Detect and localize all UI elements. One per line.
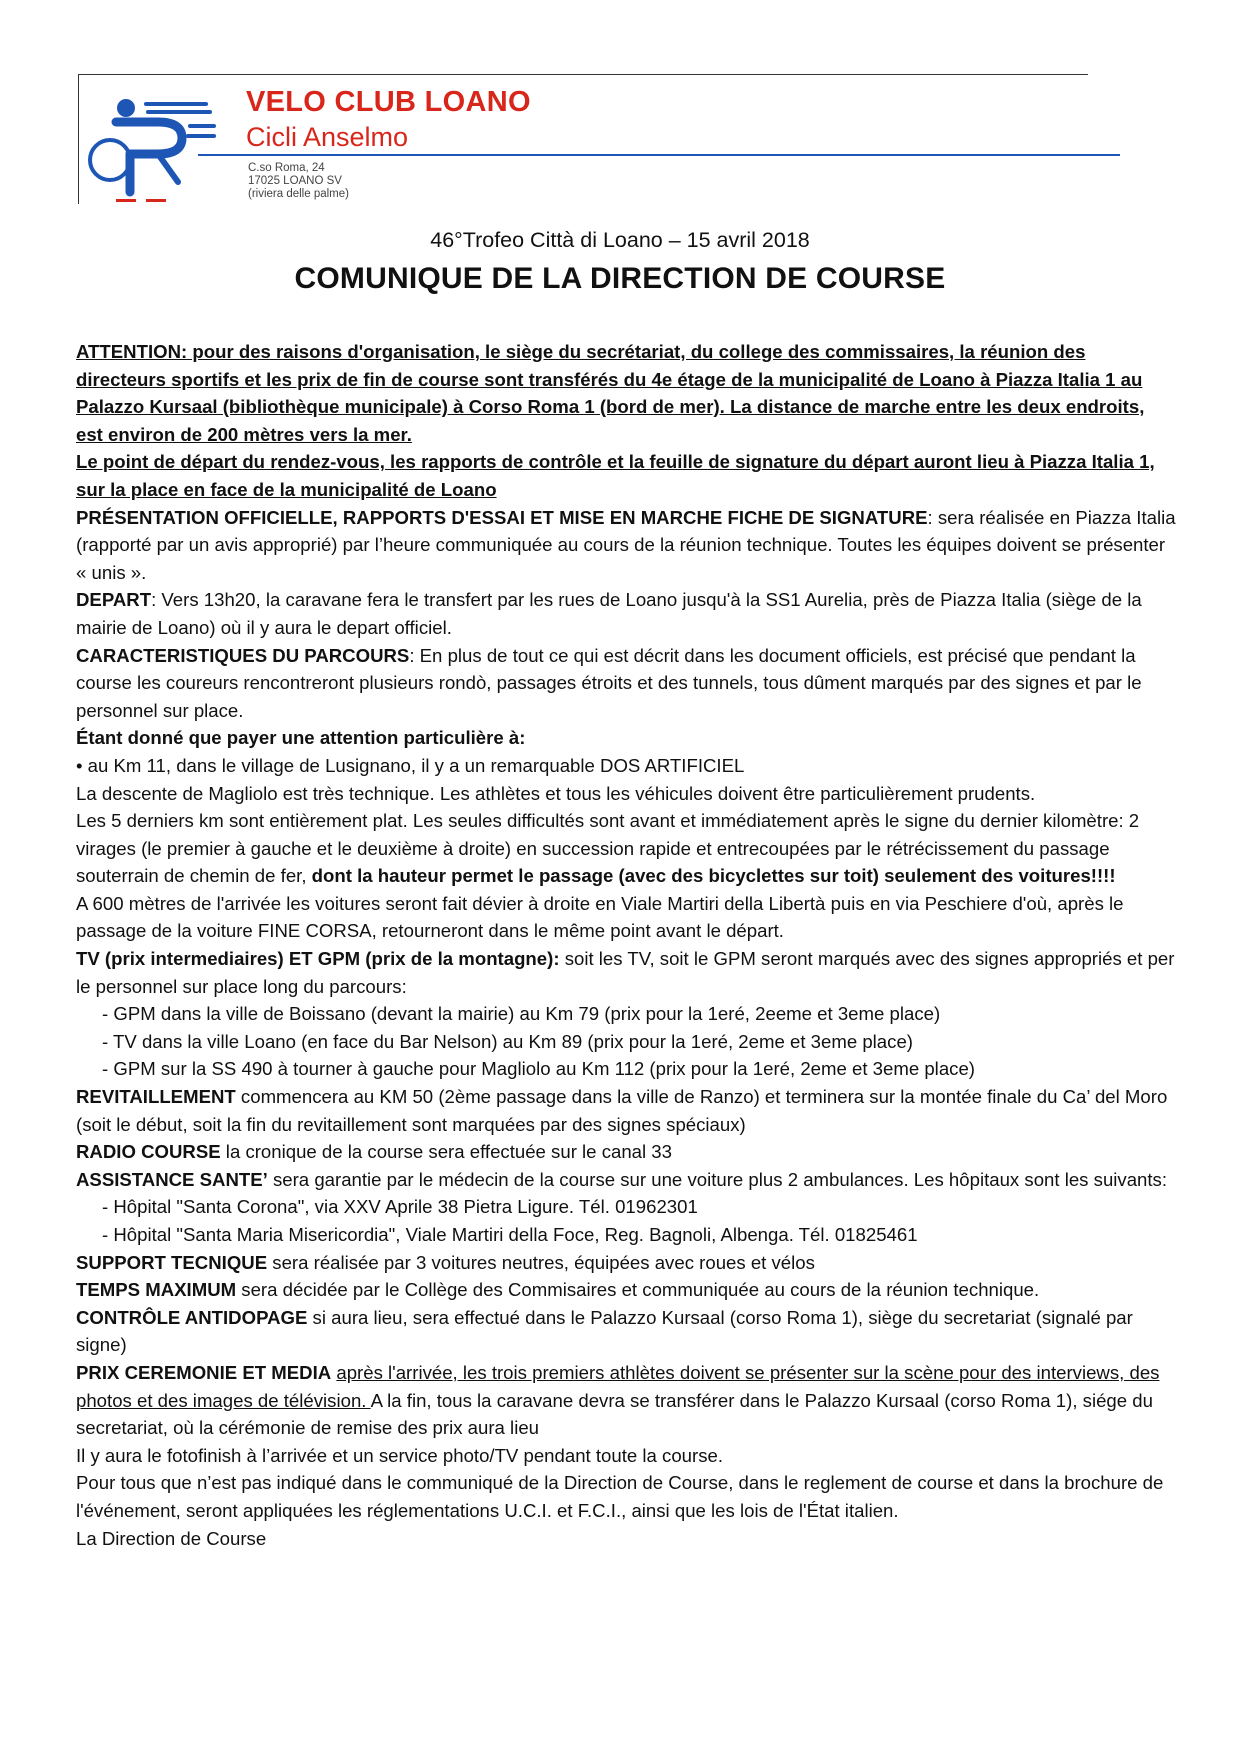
ravitaillement-paragraph	[76, 1083, 1176, 1138]
letterhead-blue-rule	[198, 154, 1120, 156]
section-text: Les 5 derniers km sont entièrement plat. Les seules difficultés sont avant et immédiatement après le signe du dernier kilomètre: 2 virages (le premier à gauche et le deuxième à droite) en succession rapide et entrecoupées par le rétrécissement du passage souterrain de chemin de fer,	[76, 810, 1140, 887]
letterhead-top-rule	[78, 74, 1088, 75]
shop-name: Cicli Anselmo	[246, 122, 409, 152]
section-text: : En plus de tout ce qui est décrit dans les document officiels, est précisé que pendant la course les coureurs rencontreront plusieurs rondò, passages étroits et des tunnels, tous dûment marqués par des signes et par le personnel sur place.	[76, 644, 1142, 721]
list-item: - TV dans la ville Loano (en face du Bar Nelson) au Km 89 (prix pour la 1eré, 2eme et 3eme place)	[102, 1030, 913, 1052]
section-heading: PRIX CEREMONIE ET MEDIA	[76, 1361, 332, 1383]
antidopage-paragraph	[76, 1304, 1176, 1359]
ceremonie-paragraph	[76, 1359, 1176, 1442]
section-heading: REVITAILLEMENT	[76, 1086, 236, 1108]
derniers-km-paragraph	[76, 807, 1176, 890]
document-title: COMUNIQUE DE LA DIRECTION DE COURSE	[294, 262, 946, 295]
underlined-text: après l'arrivée, les trois premiers athlètes doivent se présenter sur la scène pour des interviews, des photos et des images de télévision.	[76, 1361, 1160, 1411]
address-line: C.so Roma, 24	[248, 162, 325, 174]
address-line: (riviera delle palme)	[248, 188, 349, 200]
arrivee-600-paragraph: A 600 mètres de l'arrivée les voitures seront fait dévier à droite en Viale Martiri della Libertà puis en via Peschiere d'où, après le passage de la voiture FINE CORSA, retourneront dans le même point avant le départ.	[76, 892, 1124, 942]
temps-paragraph	[76, 1276, 1176, 1304]
section-text: sera garantie par le médecin de la course sur une voiture plus 2 ambulances. Les hôpitaux sont les suivants:	[267, 1168, 1168, 1190]
assistance-paragraph	[76, 1166, 1176, 1194]
signature: La Direction de Course	[76, 1527, 267, 1549]
tv-gpm-paragraph	[76, 945, 1176, 1000]
section-text: commencera au KM 50 (2ème passage dans la ville de Ranzo) et terminera sur la montée finale du Ca’ del Moro (soit le début, soit la fin du revitaillement sont marquées par des signes spéciaux)	[76, 1086, 1168, 1135]
section-heading: ASSISTANCE SANTE’	[76, 1168, 268, 1190]
section-text: : sera réalisée en Piazza Italia (rapporté par un avis approprié) par l’heure communiquée au cours de la réunion technique. Toutes les équipes doivent se présenter « unis ».	[76, 506, 1176, 583]
cyclist-logo-icon	[86, 82, 218, 204]
attention-paragraph: ATTENTION: pour des raisons d'organisation, le siège du secrétariat, du college des commissaires, la réunion des directeurs sportifs et les prix de fin de course sont transférés du 4e étage de la municipalité de Loano à Piazza Italia 1 au Palazzo Kursaal (bibliothèque municipale) à Corso Roma 1 (bord de mer). La distance de marche entre les deux endroits, est environ de 200 mètres vers la mer.	[76, 341, 1145, 445]
section-text: soit les TV, soit le GPM seront marqués avec des signes appropriés et per le personnel sur place long du parcours:	[76, 948, 1175, 997]
reglement-paragraph: Pour tous que n’est pas indiqué dans le communiqué de la Direction de Course, dans le reglement de course et dans la brochure de l'événement, seront appliquées les réglementations U.C.I. et F.C.I., ainsi que les lois de l'État italien.	[76, 1472, 1164, 1521]
list-item: - GPM sur la SS 490 à tourner à gauche pour Magliolo au Km 112 (prix pour la 1eré, 2eme et 3eme place)	[102, 1058, 975, 1080]
meeting-point-paragraph: Le point de départ du rendez-vous, les rapports de contrôle et la feuille de signature du départ auront lieu à Piazza Italia 1, sur la place en face de la municipalité de Loano	[76, 451, 1155, 500]
club-name: VELO CLUB LOANO	[246, 86, 531, 118]
document-body	[76, 338, 1176, 1552]
section-text: sera décidée par le Collège des Commisaires et communiquée au cours de la réunion technique.	[236, 1279, 1040, 1301]
section-text: A la fin, tous la caravane devra se transférer dans le Palazzo Kursaal (corso Roma 1), siége du secretariat, où la cérémonie de remise des prix aura lieu	[76, 1389, 1153, 1439]
presentation-paragraph	[76, 504, 1176, 587]
section-heading: TV (prix intermediaires) ET GPM (prix de la montagne):	[76, 948, 560, 970]
section-heading: SUPPORT TECNIQUE	[76, 1251, 268, 1273]
attention-particuliere: Étant donné que payer une attention particulière à:	[76, 727, 526, 749]
list-item: - Hôpital "Santa Corona", via XXV Aprile 38 Pietra Ligure. Tél. 01962301	[102, 1196, 698, 1218]
section-heading: RADIO COURSE	[76, 1141, 221, 1163]
section-text: sera réalisée par 3 voitures neutres, équipées avec roues et vélos	[267, 1251, 815, 1273]
descente-paragraph: La descente de Magliolo est très technique. Les athlètes et tous les véhicules doivent être particulièrement prudents.	[76, 782, 1036, 804]
section-text: : Vers 13h20, la caravane fera le transfert par les rues de Loano jusqu'à la SS1 Aurelia, près de Piazza Italia (siège de la mairie de Loano) où il y aura le depart officiel.	[76, 589, 1142, 638]
section-heading: CARACTERISTIQUES DU PARCOURS	[76, 644, 410, 666]
section-heading: TEMPS MAXIMUM	[76, 1279, 237, 1301]
section-heading: DEPART	[76, 589, 152, 611]
bold-warning: dont la hauteur permet le passage (avec des bicyclettes sur toit) seulement des voitures!!!!	[311, 865, 1116, 887]
section-heading: CONTRÔLE ANTIDOPAGE	[76, 1306, 308, 1328]
letterhead	[78, 74, 1088, 204]
depart-paragraph	[76, 586, 1176, 641]
km11-bullet: • au Km 11, dans le village de Lusignano, il y a un remarquable DOS ARTIFICIEL	[76, 754, 745, 776]
section-text: si aura lieu, sera effectué dans le Palazzo Kursaal (corso Roma 1), siège du secretariat (signalé par signe)	[76, 1306, 1133, 1356]
list-item: - GPM dans la ville de Boissano (devant la mairie) au Km 79 (prix pour la 1eré, 2eeme et 3eme place)	[102, 1003, 941, 1025]
address-line: 17025 LOANO SV	[248, 175, 342, 187]
letterhead-left-rule	[78, 74, 79, 204]
club-address	[248, 162, 349, 201]
radio-paragraph	[76, 1138, 1176, 1166]
section-heading: PRÉSENTATION OFFICIELLE, RAPPORTS D'ESSAI ET MISE EN MARCHE FICHE DE SIGNATURE	[76, 506, 928, 528]
fotofinish-paragraph: Il y aura le fotofinish à l’arrivée et un service photo/TV pendant toute la course.	[76, 1444, 724, 1466]
section-text: la cronique de la course sera effectuée sur le canal 33	[220, 1141, 672, 1163]
parcours-paragraph	[76, 642, 1176, 725]
support-paragraph	[76, 1249, 1176, 1277]
list-item: - Hôpital "Santa Maria Misericordia", Viale Martiri della Foce, Reg. Bagnoli, Albenga. Tél. 01825461	[102, 1224, 918, 1245]
event-line: 46°Trofeo Città di Loano – 15 avril 2018	[430, 228, 810, 252]
